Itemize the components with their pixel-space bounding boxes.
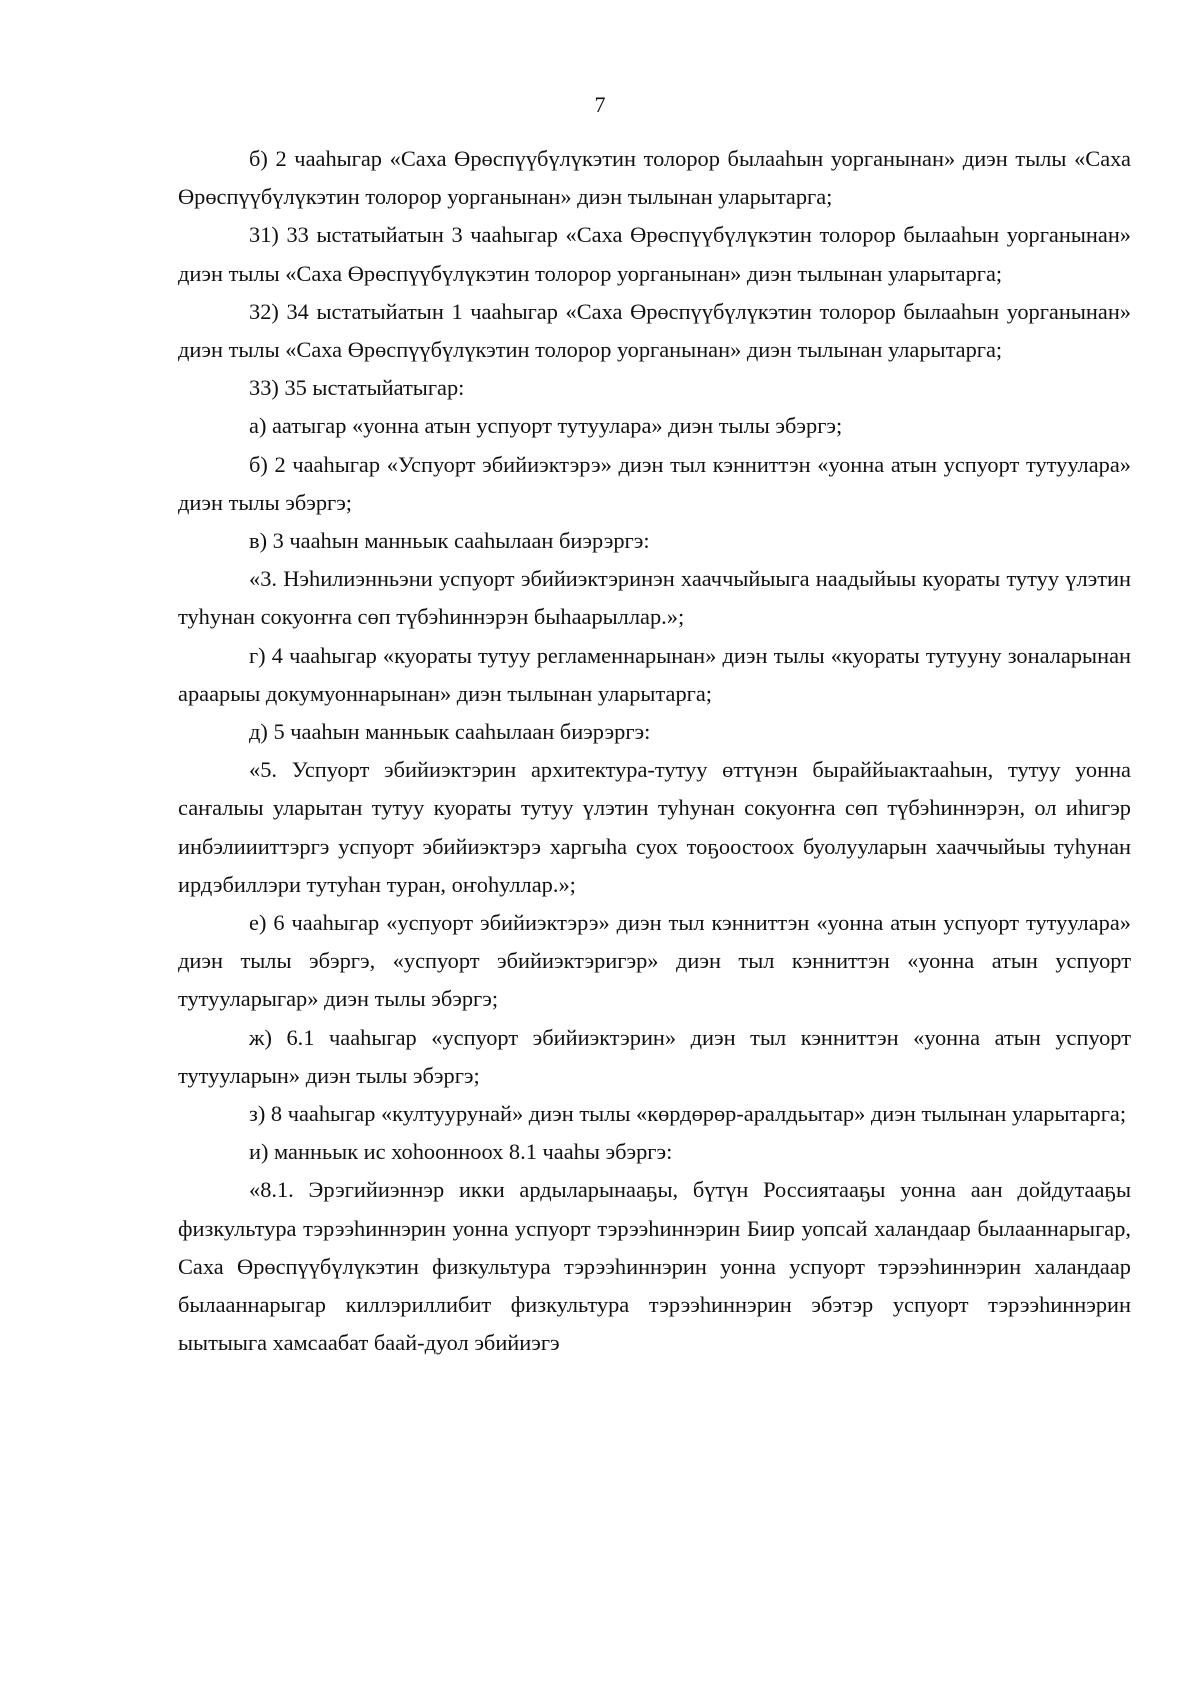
paragraph-33: 33) 35 ыстатыйатыгар: xyxy=(249,375,465,401)
paragraph-zh-part-6-1: ж) 6.1 чааһыгар «успуорт эбийиэктэрин» диэн тыл кэнниттэн «уонна атын успуорт тутууларын» диэн тылы эбэргэ; xyxy=(178,1024,1131,1088)
page-number: 7 xyxy=(594,92,606,117)
quoted-part-8-1: «8.1. Эрэгийиэннэр икки ардыларынааҕы, бүтүн Россиятааҕы уонна аан дойдутааҕы физкультура тэрээһиннэрин уонна успуорт тэрээһиннэрин Биир уопсай халандаар былааннарыгар, Саха Өрөспүүбүлүкэтин физкультура тэрээһиннэрин уонна успуорт тэрээһиннэрин халандаар былааннарыгар киллэриллибит физкультура тэрээһиннэрин эбэтэр успуорт тэрээһиннэрин ыытыыга хамсаабат баай-дуол эбийиэгэ xyxy=(178,1177,1131,1356)
paragraph-v-part-3: в) 3 чааһын манньык сааһылаан биэрэргэ: xyxy=(249,528,650,554)
paragraph-b-part-2: б) 2 чааһыгар «Саха Өрөспүүбүлүкэтин толорор былааһын уорганынан» диэн тылы «Саха Өрөспүүбүлүкэтин толорор уорганынан» диэн тылынан уларытарга; xyxy=(178,146,1131,210)
paragraph-b-part-2-sport: б) 2 чааһыгар «Успуорт эбийиэктэрэ» диэн тыл кэнниттэн «уонна атын успуорт тутуулара» диэн тылы эбэргэ; xyxy=(178,451,1131,515)
paragraph-31: 31) 33 ыстатыйатын 3 чааһыгар «Саха Өрөспүүбүлүкэтин толорор былааһын уорганынан» диэн тылы «Саха Өрөспүүбүлүкэтин толорор уорганынан» диэн тылынан уларытарга; xyxy=(178,222,1131,286)
document-body xyxy=(178,140,1131,1363)
paragraph-32: 32) 34 ыстатыйатын 1 чааһыгар «Саха Өрөспүүбүлүкэтин толорор былааһын уорганынан» диэн тылы «Саха Өрөспүүбүлүкэтин толорор уорганынан» диэн тылынан уларытарга; xyxy=(178,298,1131,363)
paragraph-i-part-8-1: и) манньык ис хоһоонноох 8.1 чааһы эбэргэ: xyxy=(249,1139,673,1165)
quoted-part-3: «3. Нэһилиэнньэни успуорт эбийиэктэринэн хааччыйыыга наадыйыы куораты тутуу үлэтин туһунан сокуоҥҥа сөп түбэһиннэрэн быһаарыллар.»; xyxy=(178,566,1131,630)
paragraph-g-part-4: г) 4 чааһыгар «куораты тутуу регламеннарынан» диэн тылы «куораты тутууну зоналарынан араарыы докумуоннарынан» диэн тылынан уларытарга; xyxy=(178,642,1131,706)
paragraph-a-title: а) аатыгар «уонна атын успуорт тутуулара» диэн тылы эбэргэ; xyxy=(249,413,843,439)
quoted-part-5: «5. Успуорт эбийиэктэрин архитектура-тутуу өттүнэн быраййыактааһын, тутуу уонна саҥалыы уларытан тутуу куораты тутуу үлэтин туһунан сокуоҥҥа сөп түбэһиннэрэн, ол иһигэр инбэлиииттэргэ успуорт эбийиэктэрэ харгыһа суох тоҕоостоох буолууларын хааччыйыы туһунан ирдэбиллэри тутуһан туран, оҥоһуллар.»; xyxy=(178,757,1131,897)
paragraph-z-part-8: з) 8 чааһыгар «култуурунай» диэн тылы «көрдөрөр-аралдьытар» диэн тылынан уларытарга; xyxy=(249,1101,1127,1127)
paragraph-d-part-5: д) 5 чааһын манньык сааһылаан биэрэргэ: xyxy=(249,719,651,745)
paragraph-e-part-6: е) 6 чааһыгар «успуорт эбийиэктэрэ» диэн тыл кэнниттэн «уонна атын успуорт тутуулара» диэн тылы эбэргэ, «успуорт эбийиэктэригэр» диэн тыл кэнниттэн «уонна атын успуорт тутууларыгар» диэн тылы эбэргэ; xyxy=(178,910,1131,1012)
